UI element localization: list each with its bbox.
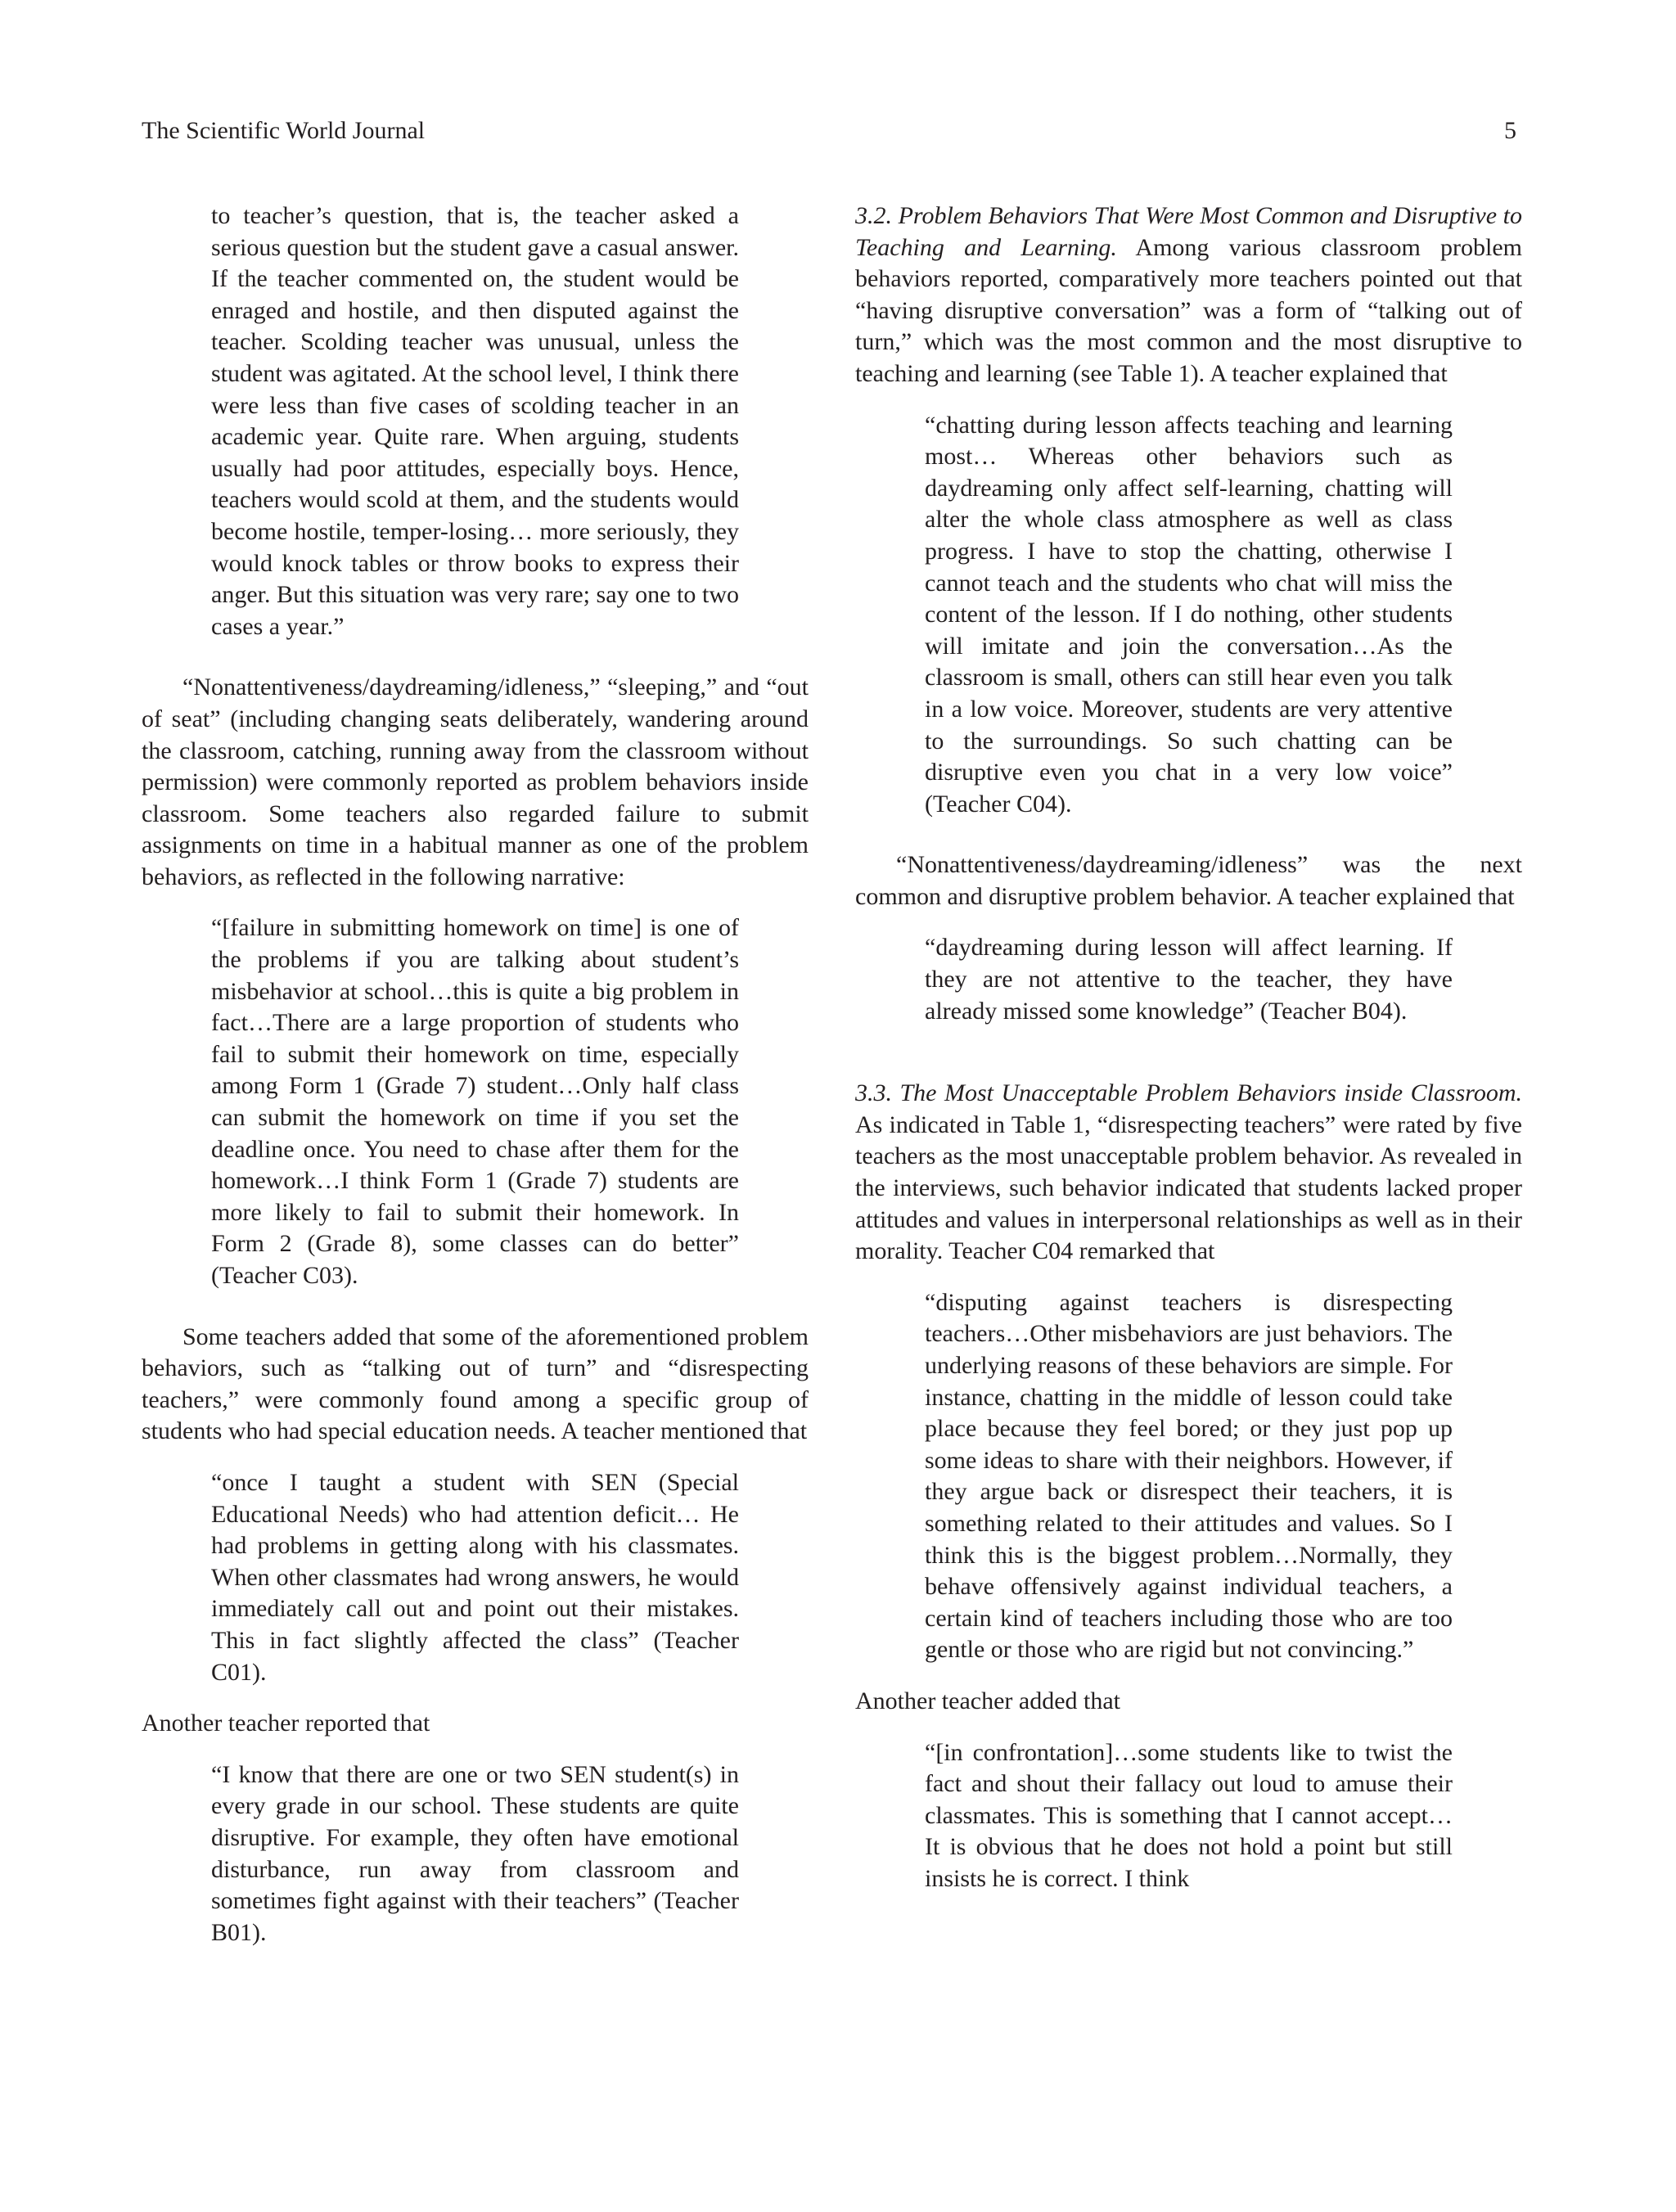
section-3-2-title: 3.2. Problem Behaviors That Were Most Common and Disruptive to Teaching and Learning.	[855, 202, 1522, 261]
quote-teacher-c04-chatting: “chatting during lesson affects teaching and learning most… Whereas other behaviors such as daydreaming only affect self-learning, chatting will alter the whole class atmosphere as well as class progress. I have to stop the chatting, otherwise I cannot teach and the students who chat will miss the content of the lesson. If I do nothing, other students will imitate and join the conversation…As the classroom is small, others can still hear even you talk in a low voice. Moreover, students are very attentive to the surroundings. So such chatting can be disruptive even you chat in a very low voice” (Teacher C04).	[925, 411, 1453, 818]
quote-teacher-c03: “[failure in submitting homework on time] is one of the problems if you are talking about student’s misbehavior at school…this is quite a big problem in fact…There are a large proportion of students who fail to submit their homework on time, especially among Form 1 (Grade 7) student…Only half class can submit the homework on time if you set the deadline once. You need to chase after them for the homework…I think Form 1 (Grade 7) students are more likely to fail to submit their homework. In Form 2 (Grade 8), some classes can do better” (Teacher C03).	[211, 914, 739, 1289]
page-number: 5	[1504, 117, 1516, 144]
quote-teacher-b01: “I know that there are one or two SEN student(s) in every grade in our school. These students are quite disruptive. For example, they often have emotional disturbance, run away from classroom and sometimes fight against with their teachers” (Teacher B01).	[211, 1760, 739, 1946]
section-3-2-body: Among various classroom problem behaviors reported, comparatively more teachers pointed out that “having disruptive conversation” was a form of “talking out of turn,” which was the most common and the most disruptive to teaching and learning (see Table 1). A teacher explained that	[855, 233, 1522, 387]
paragraph-another-teacher-reported: Another teacher reported that	[142, 1710, 430, 1737]
section-3-3-title: 3.3. The Most Unacceptable Problem Behaviors inside Classroom.	[855, 1079, 1522, 1107]
section-3-2	[855, 200, 1522, 390]
quote-continuation: to teacher’s question, that is, the teacher asked a serious question but the student gave a casual answer. If the teacher commented on, the student would be enraged and hostile, and then disputed against the teacher. Scolding teacher was unusual, unless the student was agitated. At the school level, I think there were less than five cases of scolding teacher in an academic year. Quite rare. When arguing, students usually had poor attitudes, especially boys. Hence, teachers would scold at them, and the students would become hostile, temper-losing… more seriously, they would knock tables or throw books to express their anger. But this situation was very rare; say one to two cases a year.”	[211, 202, 739, 640]
paragraph-problem-behaviors: “Nonattentiveness/daydreaming/idleness,” “sleeping,” and “out of seat” (including changing seats deliberately, wandering around the classroom, catching, running away from the classroom without permission) were commonly reported as problem behaviors inside classroom. Some teachers also regarded failure to submit assignments on time in a habitual manner as one of the problem behaviors, as reflected in the following narrative:	[142, 674, 809, 890]
section-3-3	[855, 1078, 1522, 1268]
paragraph-sen-students: Some teachers added that some of the aforementioned problem behaviors, such as “talking out of turn” and “disrespecting teachers,” were commonly found among a specific group of students who had special education needs. A teacher mentioned that	[142, 1322, 809, 1445]
section-3-3-body: As indicated in Table 1, “disrespecting teachers” were rated by five teachers as the most unacceptable problem behavior. As revealed in the interviews, such behavior indicated that students lacked proper attitudes and values in interpersonal relationships as well as in their morality. Teacher C04 remarked that	[855, 1111, 1522, 1265]
quote-teacher-b04: “daydreaming during lesson will affect learning. If they are not attentive to the teacher, they have already missed some knowledge” (Teacher B04).	[925, 934, 1453, 1025]
quote-teacher-c04-disputing: “disputing against teachers is disrespecting teachers…Other misbehaviors are just behaviors. The underlying reasons of these behaviors are simple. For instance, chatting in the middle of lesson could take place because they feel bored; or they just pop up some ideas to share with their neighbors. However, if they argue back or disrespect their teachers, it is something related to their attitudes and values. So I think this is the biggest problem…Normally, they behave offensively against individual teachers, a certain kind of teachers including those who are too gentle or those who are rigid but not convincing.”	[925, 1288, 1453, 1664]
right-column	[855, 200, 1522, 1895]
quote-teacher-c01: “once I taught a student with SEN (Special Educational Needs) who had attention deficit… He had problems in getting along with his classmates. When other classmates had wrong answers, he would immediately call out and point out their mistakes. This in fact slightly affected the class” (Teacher C01).	[211, 1468, 739, 1686]
journal-title: The Scientific World Journal	[142, 117, 426, 144]
quote-confrontation: “[in confrontation]…some students like to twist the fact and shout their fallacy out loud to amuse their classmates. This is something that I cannot accept…It is obvious that he does not hold a point but still insists he is correct. I think	[925, 1738, 1453, 1892]
paragraph-another-teacher-added: Another teacher added that	[855, 1687, 1121, 1714]
paragraph-nonattentiveness: “Nonattentiveness/daydreaming/idleness” was the next common and disruptive problem behavior. A teacher explained that	[855, 851, 1522, 910]
left-column	[142, 200, 809, 1948]
